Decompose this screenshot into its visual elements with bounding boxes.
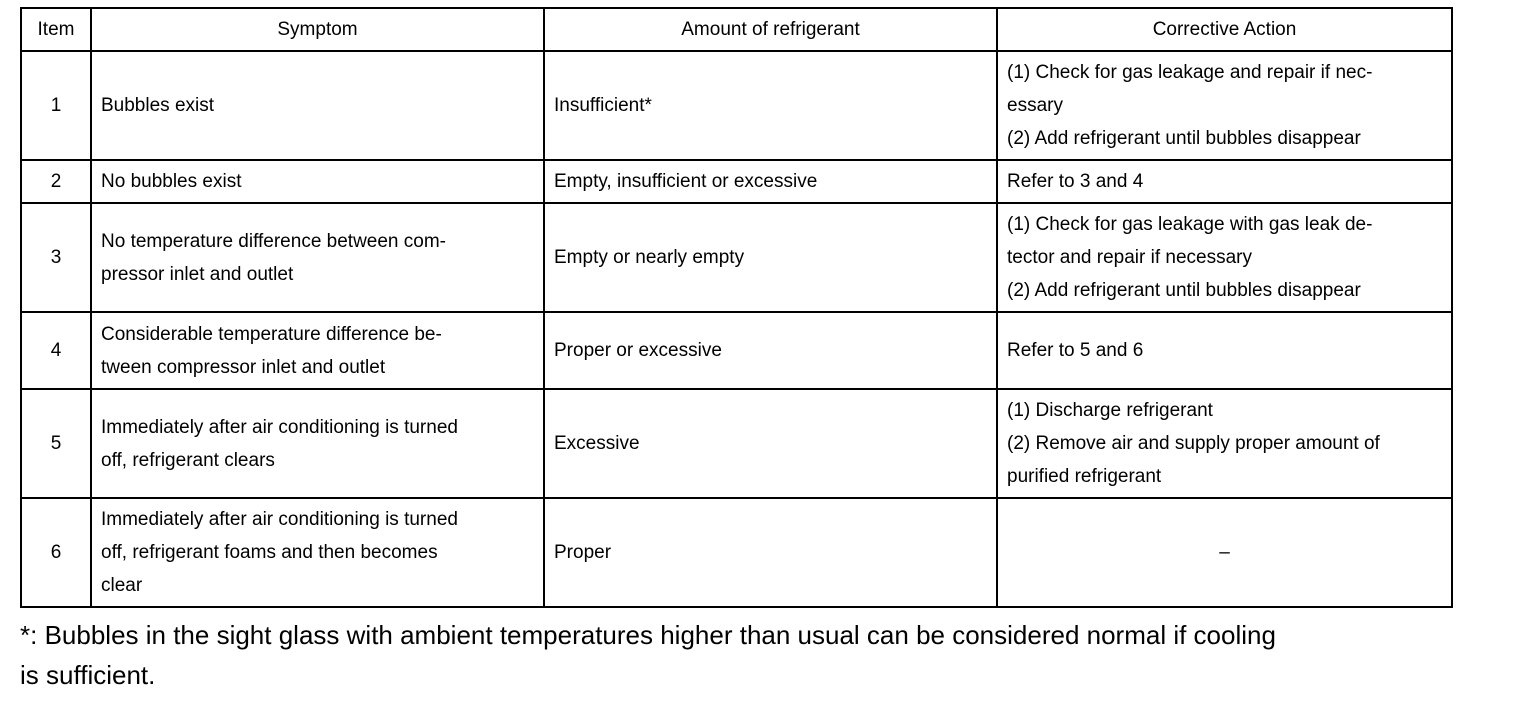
table-row (21, 51, 1452, 160)
action-cell (997, 389, 1452, 498)
action-line: essary (1007, 95, 1063, 116)
item-number: 1 (21, 51, 91, 160)
table-header-row (21, 8, 1452, 51)
amount-cell: Empty or nearly empty (544, 203, 997, 312)
symptom-line: No temperature difference between com- (101, 230, 446, 252)
amount-cell: Empty, insufficient or excessive (544, 160, 997, 203)
action-cell (997, 312, 1452, 389)
action-line: purified refrigerant (1007, 466, 1162, 487)
symptom-line: Immediately after air conditioning is turned (101, 509, 458, 530)
action-line: – (1219, 542, 1230, 563)
symptom-line: Immediately after air conditioning is turned (101, 416, 458, 438)
symptom-cell (91, 203, 544, 312)
amount-cell: Insufficient* (544, 51, 997, 160)
symptom-cell (91, 312, 544, 389)
action-line: Refer to 5 and 6 (1007, 340, 1144, 361)
item-number: 4 (21, 312, 91, 389)
symptom-cell (91, 389, 544, 498)
action-line: (2) Add refrigerant until bubbles disappear (1007, 280, 1361, 301)
symptom-line: off, refrigerant clears (101, 449, 275, 471)
symptom-line: tween compressor inlet and outlet (101, 356, 386, 378)
symptom-cell (91, 51, 544, 160)
symptom-line: No bubbles exist (101, 171, 242, 192)
symptom-line: Bubbles exist (101, 95, 215, 116)
action-line: Refer to 3 and 4 (1007, 171, 1144, 192)
amount-cell: Proper or excessive (544, 312, 997, 389)
action-line: (1) Check for gas leakage with gas leak de- (1007, 214, 1373, 235)
item-number: 3 (21, 203, 91, 312)
action-line: (1) Check for gas leakage and repair if nec- (1007, 62, 1373, 83)
table-row (21, 498, 1452, 607)
header-corrective-action: Corrective Action (997, 8, 1452, 51)
table-row (21, 312, 1452, 389)
footnote (20, 615, 1460, 695)
symptom-cell (91, 160, 544, 203)
action-cell (997, 160, 1452, 203)
table-row (21, 389, 1452, 498)
symptom-line: pressor inlet and outlet (101, 263, 294, 285)
table-row (21, 160, 1452, 203)
action-line: tector and repair if necessary (1007, 247, 1253, 268)
header-amount-of-refrigerant: Amount of refrigerant (544, 8, 997, 51)
symptom-cell (91, 498, 544, 607)
symptom-line: Considerable temperature difference be- (101, 323, 442, 345)
header-symptom: Symptom (91, 8, 544, 51)
action-line: (2) Remove air and supply proper amount of (1007, 433, 1380, 454)
footnote-line: *: Bubbles in the sight glass with ambient temperatures higher than usual can be considered normal if cooling (20, 620, 1276, 650)
action-cell (997, 51, 1452, 160)
action-line: (1) Discharge refrigerant (1007, 400, 1213, 421)
item-number: 6 (21, 498, 91, 607)
footnote-line: is sufficient. (20, 660, 156, 690)
symptom-line: clear (101, 575, 143, 596)
amount-cell: Excessive (544, 389, 997, 498)
amount-cell: Proper (544, 498, 997, 607)
action-line: (2) Add refrigerant until bubbles disappear (1007, 128, 1361, 149)
header-item: Item (21, 8, 91, 51)
action-cell (997, 498, 1452, 607)
refrigerant-diagnosis-table (20, 7, 1453, 608)
action-cell (997, 203, 1452, 312)
table-row (21, 203, 1452, 312)
item-number: 5 (21, 389, 91, 498)
item-number: 2 (21, 160, 91, 203)
symptom-line: off, refrigerant foams and then becomes (101, 542, 438, 563)
